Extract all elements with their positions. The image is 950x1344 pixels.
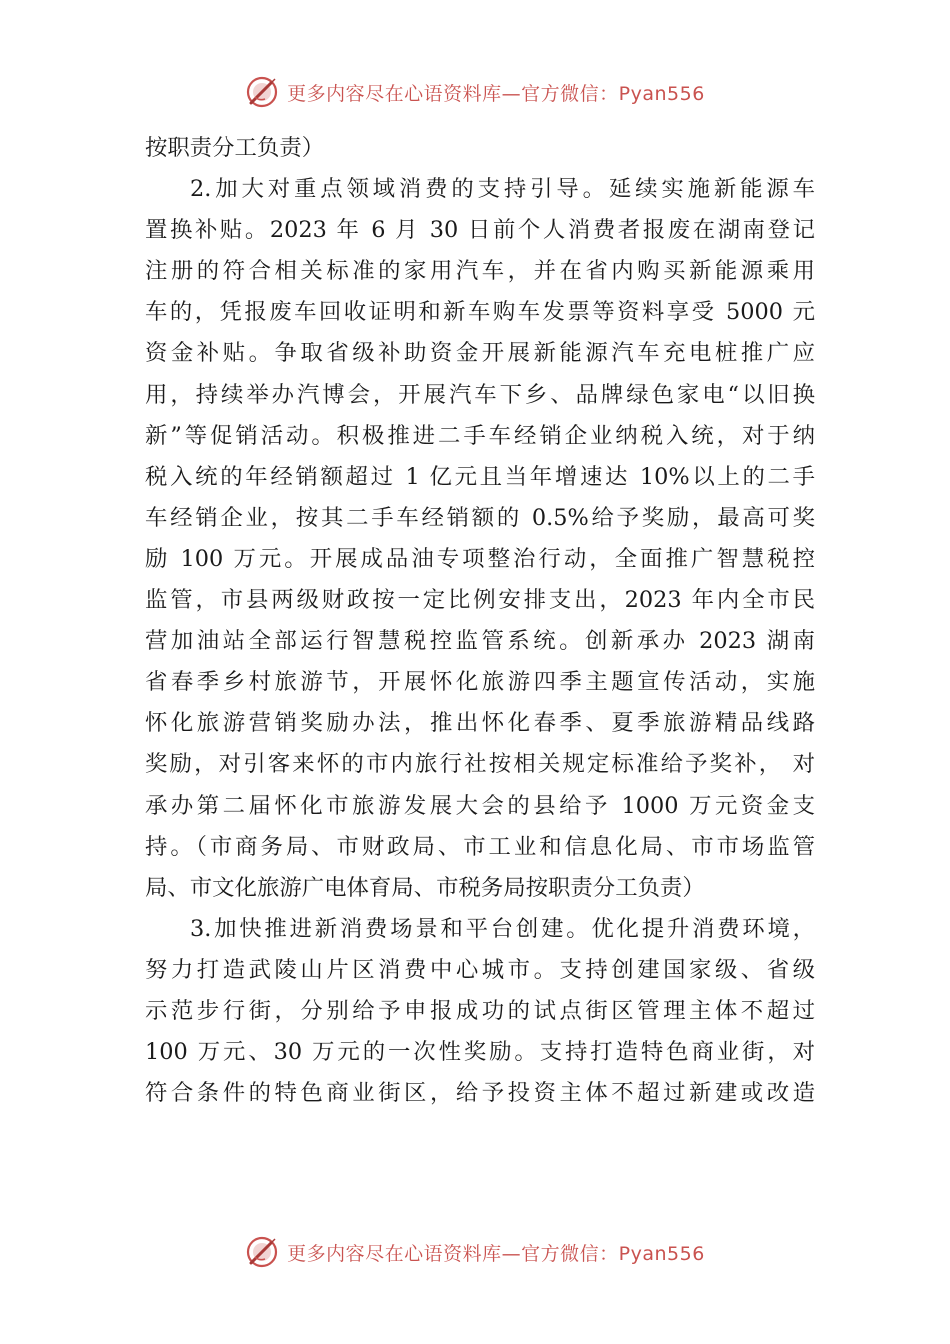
text-line: 车经销企业，按其二手车经销额的 0.5%给予奖励，最高可奖 <box>145 504 815 531</box>
text-line: 3.加快推进新消费场景和平台创建。优化提升消费环境， <box>190 915 815 942</box>
watermark-text: 更多内容尽在心语资料库—官方微信：Pyan556 <box>287 82 705 105</box>
text-line: 资金补贴。争取省级补助资金开展新能源汽车充电桩推广应 <box>145 340 815 367</box>
text-line: 符合条件的特色商业街区，给予投资主体不超过新建或改造 <box>145 1080 815 1107</box>
text-line: 局、市文化旅游广电体育局、市税务局按职责分工负责） <box>145 874 705 901</box>
text-line: 奖励，对引客来怀的市内旅行社按相关规定标准给予奖补， 对 <box>145 751 815 778</box>
watermark-text: 更多内容尽在心语资料库—官方微信：Pyan556 <box>287 1242 705 1265</box>
watermark-header <box>0 72 950 112</box>
text-line: 2.加大对重点领域消费的支持引导。延续实施新能源车 <box>190 176 815 203</box>
text-line: 100 万元、30 万元的一次性奖励。支持打造特色商业街，对 <box>145 1039 815 1066</box>
document-body <box>145 128 815 1114</box>
text-line: 励 100 万元。开展成品油专项整治行动，全面推广智慧税控 <box>145 545 815 572</box>
text-line: 新”等促销活动。积极推进二手车经销企业纳税入统，对于纳 <box>145 422 815 449</box>
text-line: 承办第二届怀化市旅游发展大会的县给予 1000 万元资金支 <box>145 792 815 819</box>
watermark-footer <box>0 1232 950 1272</box>
pen-logo-icon <box>245 75 279 109</box>
text-line: 持。（市商务局、市财政局、市工业和信息化局、市市场监管 <box>145 833 815 860</box>
text-line: 置换补贴。2023 年 6 月 30 日前个人消费者报废在湖南登记 <box>145 217 815 244</box>
text-line: 怀化旅游营销奖励办法，推出怀化春季、夏季旅游精品线路 <box>145 710 815 737</box>
text-line: 车的，凭报废车回收证明和新车购车发票等资料享受 5000 元 <box>145 299 815 326</box>
text-line: 税入统的年经销额超过 1 亿元且当年增速达 10%以上的二手 <box>145 463 815 490</box>
text-line: 示范步行街，分别给予申报成功的试点街区管理主体不超过 <box>145 997 815 1024</box>
text-line: 营加油站全部运行智慧税控监管系统。创新承办 2023 湖南 <box>145 628 815 655</box>
pen-logo-icon <box>245 1235 279 1269</box>
text-line: 省春季乡村旅游节，开展怀化旅游四季主题宣传活动，实施 <box>145 669 815 696</box>
text-line: 努力打造武陵山片区消费中心城市。支持创建国家级、省级 <box>145 956 815 983</box>
text-line: 按职责分工负责） <box>145 135 325 161</box>
text-line: 注册的符合相关标准的家用汽车，并在省内购买新能源乘用 <box>145 258 815 285</box>
text-line: 用，持续举办汽博会，开展汽车下乡、品牌绿色家电“以旧换 <box>145 381 815 408</box>
text-line: 监管，市县两级财政按一定比例安排支出，2023 年内全市民 <box>145 587 815 614</box>
